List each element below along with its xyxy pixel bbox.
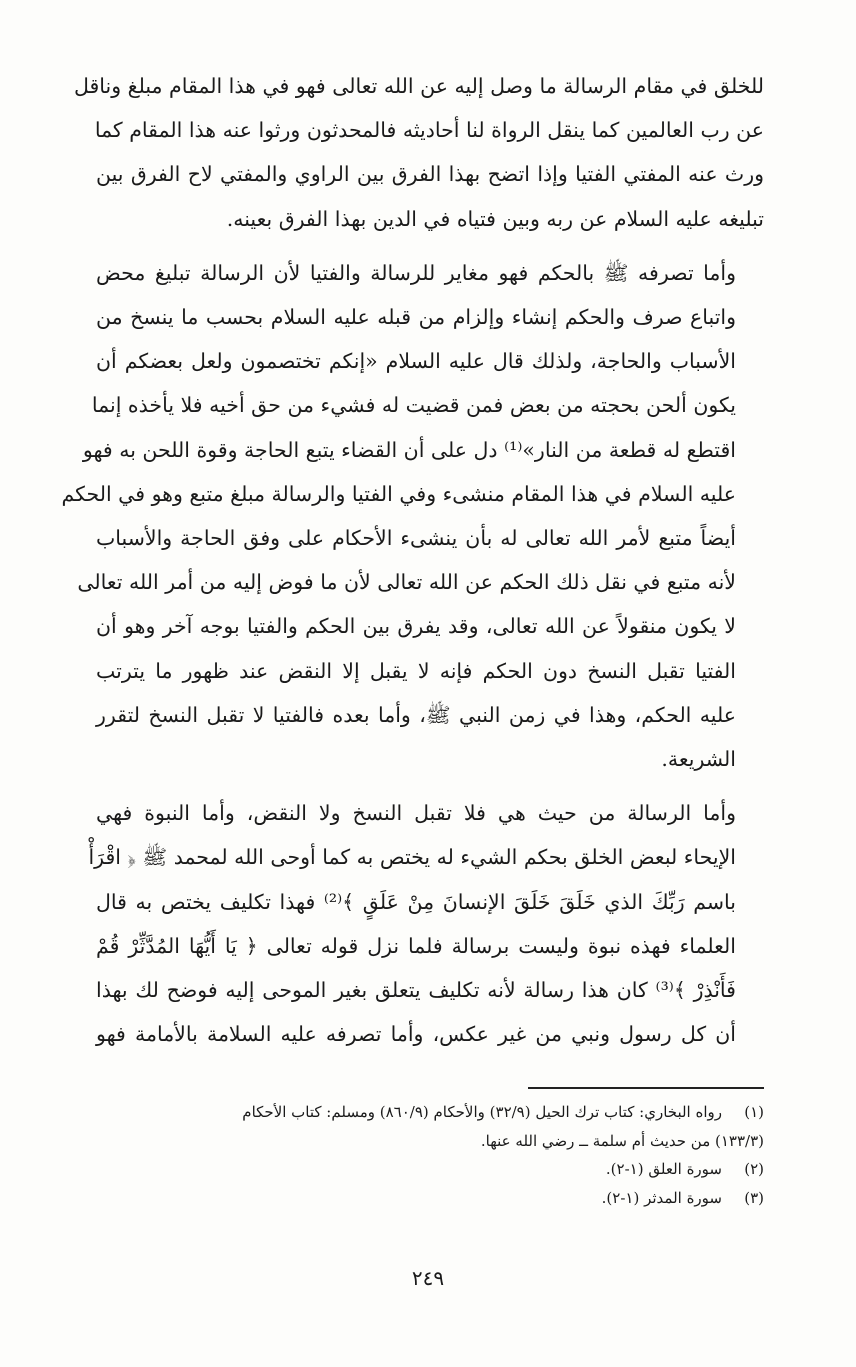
- text-line: الأسباب والحاجة، ولذلك قال عليه السلام «إنكم تختصمون ولعل بعضكم أن: [96, 349, 736, 374]
- footnote-text: سورة المدثر (١-٢).: [601, 1188, 722, 1207]
- footnote-number: (١): [744, 1103, 764, 1121]
- paragraph-1: [73, 64, 764, 241]
- text-line: واتباع صرف والحكم إنشاء وإلزام من قبله عليه السلام بحسب ما ينسخ من: [96, 305, 736, 330]
- footnote-text: سورة العلق (١-٢).: [605, 1160, 722, 1178]
- text-line: عليه الحكم، وهذا في زمن النبي ﷺ، وأما بعده فالفتيا لا تقبل النسخ لتقرر: [96, 702, 736, 727]
- footnote-2: [96, 1155, 764, 1184]
- text-line: وأما تصرفه ﷺ بالحكم فهو مغاير للرسالة والفتيا لأن الرسالة تبليغ محض: [96, 260, 736, 285]
- text-line: عليه السلام في هذا المقام منشىء وفي الفتيا والرسالة مبلغ متبع وهو في الحكم: [61, 481, 736, 506]
- paragraph-3: [88, 791, 764, 1056]
- text-line: اقتطع له قطعة من النار»⁽¹⁾ دل على أن القضاء يتبع الحاجة وقوة اللحن به فهو: [82, 437, 736, 462]
- footnote-1: [96, 1098, 764, 1127]
- paragraph-2: [61, 251, 764, 781]
- text-line: الإيحاء لبعض الخلق بحكم الشيء له يختص به كما أوحى الله لمحمد ﷺ ﴿ اقْرَأْ: [88, 845, 736, 870]
- text-line: عن رب العالمين كما ينقل الرواة لنا أحاديثه فالمحدثون ورثوا عنه هذا المقام كما: [94, 118, 764, 143]
- footnote-3: [96, 1184, 764, 1213]
- text-line: ورث عنه المفتي الفتيا وإذا اتضح بهذا الفرق بين الراوي والمفتي لاح الفرق بين: [96, 162, 764, 187]
- page-number: ٢٤٩: [411, 1266, 445, 1290]
- text-line: للخلق في مقام الرسالة ما وصل إليه عن الله تعالى فهو في هذا المقام مبلغ وناقل: [73, 74, 764, 98]
- footnote-number: (٢): [744, 1160, 764, 1178]
- text-line: العلماء فهذه نبوة وليست برسالة فلما نزل قوله تعالى ﴿ يَا أَيُّهَا المُدَّثِّرْ قُمْ: [96, 933, 736, 958]
- text-line: الشريعة.: [661, 747, 736, 772]
- footnote-number: (٣): [744, 1188, 764, 1207]
- footnote-separator: [528, 1087, 764, 1089]
- text-line: لا يكون منقولاً عن الله تعالى، وقد يفرق بين الحكم والفتيا بوجه آخر وهو أن: [96, 614, 736, 639]
- text-line: لأنه متبع في نقل ذلك الحكم عن الله تعالى لأن ما فوض إليه من أمر الله تعالى: [77, 570, 736, 595]
- text-line: الفتيا تقبل النسخ دون الحكم فإنه لا يقبل إلا النقض عند ظهور ما يترتب: [96, 658, 736, 683]
- footnotes: [96, 1098, 764, 1212]
- text-line: وأما الرسالة من حيث هي فلا تقبل النسخ ولا النقض، وأما النبوة فهي: [96, 801, 736, 826]
- text-line: أيضاً متبع لأمر الله تعالى له بأن ينشىء الأحكام على وفق الحاجة والأسباب: [96, 526, 736, 551]
- footnote-1-continuation: (١٣٣/٣) من حديث أم سلمة ــ رضي الله عنها.: [480, 1131, 764, 1150]
- footnote-text: رواه البخاري: كتاب ترك الحيل (٣٢/٩) والأحكام (٨٦٠/٩) ومسلم: كتاب الأحكام: [242, 1103, 722, 1121]
- text-line: باسم رَبِّكَ الذي خَلَقَ خَلَقَ الإنسانَ مِنْ عَلَقٍ ﴾⁽²⁾ فهذا تكليف يختص به قال: [96, 889, 737, 914]
- text-line: يكون ألحن بحجته من بعض فمن قضيت له فشيء من حق أخيه فلا يأخذه إنما: [91, 393, 736, 418]
- text-line: فَأَنْذِرْ ﴾⁽³⁾ كان هذا رسالة لأنه تكليف يتعلق بغير الموحى إليه فوضح لك بهذا: [96, 978, 736, 1003]
- main-text: [61, 64, 764, 1066]
- text-line: تبليغه عليه السلام عن ربه وبين فتياه في الدين بهذا الفرق بعينه.: [226, 206, 764, 231]
- text-line: أن كل رسول ونبي من غير عكس، وأما تصرفه عليه السلامة بالأمامة فهو: [96, 1022, 736, 1047]
